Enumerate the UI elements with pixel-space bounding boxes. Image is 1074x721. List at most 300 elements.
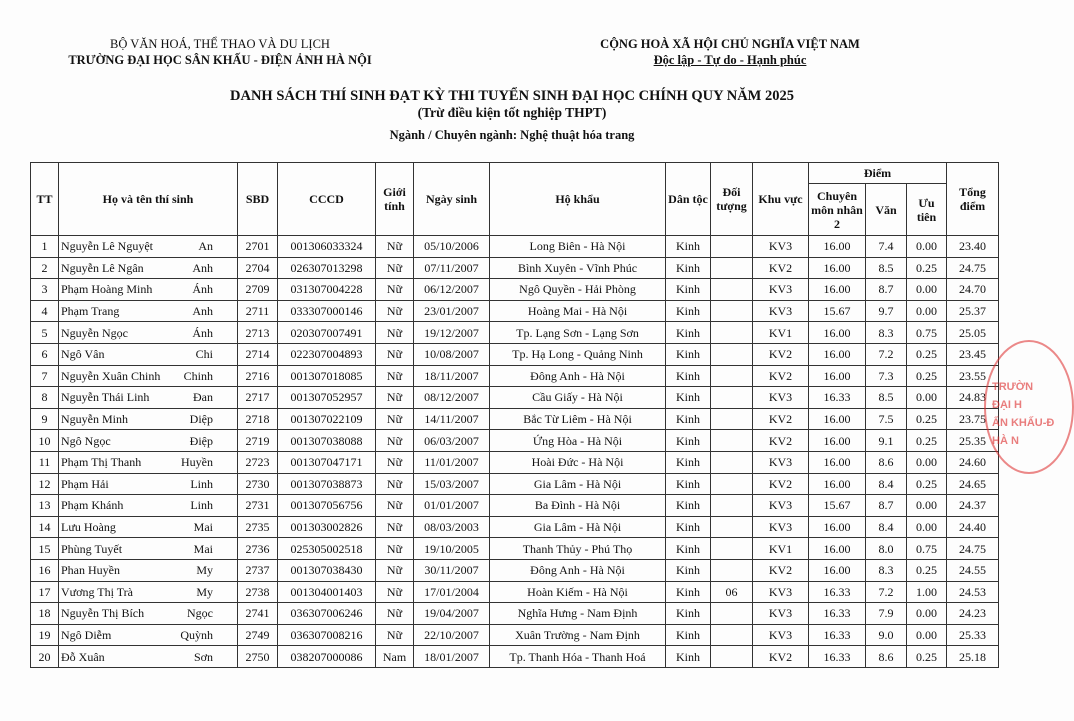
gender-cell: Nữ (376, 408, 414, 430)
hometown-cell: Bắc Từ Liêm - Hà Nội (490, 408, 666, 430)
row-number: 16 (31, 559, 59, 581)
candidate-last-name: Nguyễn Lê Nguyệt (61, 239, 153, 254)
sbd-cell: 2749 (238, 624, 278, 646)
ethnic-cell: Kinh (666, 300, 711, 322)
hometown-cell: Long Biên - Hà Nội (490, 236, 666, 258)
cccd-cell: 001303002826 (278, 516, 376, 538)
official-seal (984, 340, 1074, 474)
country-name: CỘNG HOÀ XÃ HỘI CHỦ NGHĨA VIỆT NAM (600, 37, 860, 51)
dob-cell: 18/11/2007 (414, 365, 490, 387)
cccd-cell: 020307007491 (278, 322, 376, 344)
cccd-cell: 001307022109 (278, 408, 376, 430)
cccd-cell: 025305002518 (278, 538, 376, 560)
table-row (31, 603, 999, 625)
ethnic-cell: Kinh (666, 451, 711, 473)
sbd-cell: 2709 (238, 279, 278, 301)
gender-cell: Nữ (376, 430, 414, 452)
col-cccd: CCCD (278, 163, 376, 236)
literature-score-cell: 8.6 (866, 646, 907, 668)
dob-cell: 17/01/2004 (414, 581, 490, 603)
bonus-score-cell: 0.25 (907, 646, 947, 668)
candidate-first-name: Mai (193, 541, 213, 556)
row-number: 18 (31, 603, 59, 625)
total-score-cell: 25.37 (947, 300, 999, 322)
cccd-cell: 036307006246 (278, 603, 376, 625)
ministry-header (40, 36, 400, 68)
hometown-cell: Ba Đình - Hà Nội (490, 495, 666, 517)
ethnic-cell: Kinh (666, 343, 711, 365)
row-number: 20 (31, 646, 59, 668)
col-score-group: Điểm (809, 163, 947, 184)
col-region: Khu vực (753, 163, 809, 236)
gender-cell: Nữ (376, 603, 414, 625)
literature-score-cell: 9.7 (866, 300, 907, 322)
total-score-cell: 23.40 (947, 236, 999, 258)
hometown-cell: Hoàn Kiếm - Hà Nội (490, 581, 666, 603)
candidate-name (59, 257, 238, 279)
priority-group-cell (711, 559, 753, 581)
literature-score-cell: 8.3 (866, 559, 907, 581)
sbd-cell: 2736 (238, 538, 278, 560)
candidate-name (59, 408, 238, 430)
priority-group-cell (711, 646, 753, 668)
bonus-score-cell: 0.25 (907, 257, 947, 279)
major-score-cell: 16.00 (809, 516, 866, 538)
row-number: 10 (31, 430, 59, 452)
row-number: 1 (31, 236, 59, 258)
bonus-score-cell: 0.25 (907, 365, 947, 387)
ethnic-cell: Kinh (666, 365, 711, 387)
national-motto: Độc lập - Tự do - Hạnh phúc (653, 53, 807, 67)
priority-group-cell (711, 365, 753, 387)
region-cell: KV3 (753, 279, 809, 301)
bonus-score-cell: 0.00 (907, 279, 947, 301)
candidate-first-name: Huyền (181, 455, 213, 470)
region-cell: KV3 (753, 300, 809, 322)
region-cell: KV3 (753, 236, 809, 258)
ethnic-cell: Kinh (666, 473, 711, 495)
col-name: Họ và tên thí sinh (59, 163, 238, 236)
major-score-cell: 16.00 (809, 451, 866, 473)
hometown-cell: Tp. Hạ Long - Quảng Ninh (490, 343, 666, 365)
candidate-name (59, 516, 238, 538)
total-score-cell: 24.37 (947, 495, 999, 517)
literature-score-cell: 9.1 (866, 430, 907, 452)
gender-cell: Nữ (376, 473, 414, 495)
table-row (31, 451, 999, 473)
cccd-cell: 001307038873 (278, 473, 376, 495)
cccd-cell: 022307004893 (278, 343, 376, 365)
priority-group-cell (711, 624, 753, 646)
table-row (31, 236, 999, 258)
bonus-score-cell: 0.25 (907, 408, 947, 430)
hometown-cell: Gia Lâm - Hà Nội (490, 516, 666, 538)
row-number: 13 (31, 495, 59, 517)
cccd-cell: 038207000086 (278, 646, 376, 668)
header-row (31, 163, 999, 184)
bonus-score-cell: 0.00 (907, 300, 947, 322)
region-cell: KV3 (753, 603, 809, 625)
ethnic-cell: Kinh (666, 257, 711, 279)
sbd-cell: 2738 (238, 581, 278, 603)
gender-cell: Nam (376, 646, 414, 668)
priority-group-cell: 06 (711, 581, 753, 603)
hometown-cell: Hoài Đức - Hà Nội (490, 451, 666, 473)
major-score-cell: 16.33 (809, 387, 866, 409)
priority-group-cell (711, 495, 753, 517)
sbd-cell: 2737 (238, 559, 278, 581)
total-score-cell: 25.05 (947, 322, 999, 344)
candidate-first-name: Quỳnh (180, 627, 213, 642)
major-score-cell: 16.00 (809, 559, 866, 581)
candidate-first-name: Điệp (189, 433, 213, 448)
table-row (31, 581, 999, 603)
table-row (31, 322, 999, 344)
candidate-name (59, 538, 238, 560)
literature-score-cell: 8.3 (866, 322, 907, 344)
gender-cell: Nữ (376, 365, 414, 387)
row-number: 2 (31, 257, 59, 279)
candidate-first-name: Ánh (192, 325, 213, 340)
region-cell: KV1 (753, 538, 809, 560)
sbd-cell: 2718 (238, 408, 278, 430)
candidate-first-name: Sơn (193, 649, 213, 664)
hometown-cell: Thanh Thủy - Phú Thọ (490, 538, 666, 560)
candidate-last-name: Nguyễn Minh (61, 412, 128, 427)
sbd-cell: 2723 (238, 451, 278, 473)
table-row (31, 516, 999, 538)
candidate-name (59, 279, 238, 301)
cccd-cell: 001307047171 (278, 451, 376, 473)
major-score-cell: 16.00 (809, 365, 866, 387)
literature-score-cell: 7.2 (866, 581, 907, 603)
candidate-last-name: Phạm Trang (61, 304, 120, 319)
university-name: TRƯỜNG ĐẠI HỌC SÂN KHẤU - ĐIỆN ẢNH HÀ NỘI (68, 53, 372, 67)
literature-score-cell: 8.6 (866, 451, 907, 473)
total-score-cell: 25.33 (947, 624, 999, 646)
gender-cell: Nữ (376, 236, 414, 258)
literature-score-cell: 7.9 (866, 603, 907, 625)
major-score-cell: 16.00 (809, 279, 866, 301)
ethnic-cell: Kinh (666, 538, 711, 560)
major-score-cell: 16.33 (809, 581, 866, 603)
candidate-first-name: Linh (190, 498, 213, 513)
candidate-name (59, 430, 238, 452)
region-cell: KV2 (753, 257, 809, 279)
major-score-cell: 16.00 (809, 257, 866, 279)
bonus-score-cell: 0.25 (907, 559, 947, 581)
candidate-name (59, 603, 238, 625)
cccd-cell: 001307056756 (278, 495, 376, 517)
col-gender: Giới tính (376, 163, 414, 236)
candidate-name (59, 300, 238, 322)
gender-cell: Nữ (376, 581, 414, 603)
dob-cell: 08/03/2003 (414, 516, 490, 538)
table-row (31, 343, 999, 365)
gender-cell: Nữ (376, 559, 414, 581)
ethnic-cell: Kinh (666, 408, 711, 430)
cccd-cell: 031307004228 (278, 279, 376, 301)
row-number: 19 (31, 624, 59, 646)
seal-text-2: ĐẠI H (992, 399, 1022, 411)
candidate-first-name: Anh (192, 260, 213, 275)
candidate-first-name: Đan (193, 390, 213, 405)
hometown-cell: Tp. Thanh Hóa - Thanh Hoá (490, 646, 666, 668)
gender-cell: Nữ (376, 624, 414, 646)
major-score-cell: 16.33 (809, 603, 866, 625)
col-priority-group: Đối tượng (711, 163, 753, 236)
priority-group-cell (711, 279, 753, 301)
total-score-cell: 24.60 (947, 451, 999, 473)
literature-score-cell: 7.4 (866, 236, 907, 258)
bonus-score-cell: 0.25 (907, 430, 947, 452)
major-score-cell: 16.00 (809, 538, 866, 560)
bonus-score-cell: 0.00 (907, 387, 947, 409)
cccd-cell: 001307052957 (278, 387, 376, 409)
region-cell: KV2 (753, 559, 809, 581)
candidate-last-name: Phạm Hoàng Minh (61, 282, 153, 297)
candidate-name (59, 646, 238, 668)
dob-cell: 06/12/2007 (414, 279, 490, 301)
candidate-last-name: Vương Thị Trà (61, 584, 133, 599)
sbd-cell: 2716 (238, 365, 278, 387)
region-cell: KV2 (753, 473, 809, 495)
candidate-name (59, 365, 238, 387)
candidate-first-name: Chi (195, 347, 213, 362)
major-score-cell: 16.00 (809, 322, 866, 344)
major-score-cell: 15.67 (809, 495, 866, 517)
region-cell: KV2 (753, 408, 809, 430)
candidate-first-name: Mai (193, 520, 213, 535)
dob-cell: 22/10/2007 (414, 624, 490, 646)
document-subtitle: (Trừ điều kiện tốt nghiệp THPT) (417, 105, 607, 120)
cccd-cell: 001304001403 (278, 581, 376, 603)
literature-score-cell: 8.5 (866, 257, 907, 279)
ethnic-cell: Kinh (666, 387, 711, 409)
priority-group-cell (711, 387, 753, 409)
hometown-cell: Bình Xuyên - Vĩnh Phúc (490, 257, 666, 279)
major-score-cell: 16.00 (809, 236, 866, 258)
dob-cell: 01/01/2007 (414, 495, 490, 517)
ethnic-cell: Kinh (666, 495, 711, 517)
seal-text-3: ẤN KHẤU-Đ (992, 417, 1055, 429)
candidate-last-name: Ngô Ngọc (61, 433, 111, 448)
row-number: 6 (31, 343, 59, 365)
literature-score-cell: 8.4 (866, 473, 907, 495)
region-cell: KV3 (753, 495, 809, 517)
candidate-first-name: Ánh (192, 282, 213, 297)
gender-cell: Nữ (376, 322, 414, 344)
gender-cell: Nữ (376, 516, 414, 538)
candidate-first-name: My (196, 584, 213, 599)
sbd-cell: 2731 (238, 495, 278, 517)
literature-score-cell: 9.0 (866, 624, 907, 646)
row-number: 4 (31, 300, 59, 322)
literature-score-cell: 8.5 (866, 387, 907, 409)
major-score-cell: 16.00 (809, 430, 866, 452)
row-number: 12 (31, 473, 59, 495)
candidate-name (59, 581, 238, 603)
col-sbd: SBD (238, 163, 278, 236)
gender-cell: Nữ (376, 300, 414, 322)
hometown-cell: Đông Anh - Hà Nội (490, 559, 666, 581)
literature-score-cell: 8.7 (866, 279, 907, 301)
ethnic-cell: Kinh (666, 581, 711, 603)
candidate-table (30, 162, 999, 668)
ethnic-cell: Kinh (666, 603, 711, 625)
candidate-last-name: Ngô Diễm (61, 627, 112, 642)
total-score-cell: 23.45 (947, 343, 999, 365)
table-row (31, 624, 999, 646)
col-bonus: Ưu tiên (907, 184, 947, 236)
candidate-name (59, 451, 238, 473)
hometown-cell: Ngô Quyền - Hải Phòng (490, 279, 666, 301)
seal-text-1: TRƯỜN (992, 381, 1034, 393)
gender-cell: Nữ (376, 495, 414, 517)
literature-score-cell: 7.5 (866, 408, 907, 430)
major-score-cell: 15.67 (809, 300, 866, 322)
candidate-last-name: Phan Huyền (61, 563, 120, 578)
bonus-score-cell: 0.00 (907, 603, 947, 625)
sbd-cell: 2701 (238, 236, 278, 258)
major-score-cell: 16.00 (809, 473, 866, 495)
bonus-score-cell: 0.75 (907, 538, 947, 560)
hometown-cell: Cầu Giấy - Hà Nội (490, 387, 666, 409)
hometown-cell: Hoàng Mai - Hà Nội (490, 300, 666, 322)
sbd-cell: 2750 (238, 646, 278, 668)
hometown-cell: Đông Anh - Hà Nội (490, 365, 666, 387)
ethnic-cell: Kinh (666, 236, 711, 258)
table-row (31, 646, 999, 668)
row-number: 3 (31, 279, 59, 301)
table-row (31, 473, 999, 495)
candidate-first-name: An (198, 239, 213, 254)
candidate-last-name: Nguyễn Ngọc (61, 325, 128, 340)
col-hometown: Hộ khẩu (490, 163, 666, 236)
row-number: 8 (31, 387, 59, 409)
total-score-cell: 24.75 (947, 538, 999, 560)
literature-score-cell: 7.3 (866, 365, 907, 387)
literature-score-cell: 7.2 (866, 343, 907, 365)
gender-cell: Nữ (376, 538, 414, 560)
candidate-first-name: Diệp (189, 412, 213, 427)
cccd-cell: 001307038430 (278, 559, 376, 581)
row-number: 15 (31, 538, 59, 560)
total-score-cell: 23.75 (947, 408, 999, 430)
table-row (31, 559, 999, 581)
priority-group-cell (711, 257, 753, 279)
table-row (31, 365, 999, 387)
major-score-cell: 16.33 (809, 646, 866, 668)
major-label: Ngành / Chuyên ngành: Nghệ thuật hóa trang (389, 128, 635, 142)
sbd-cell: 2730 (238, 473, 278, 495)
hometown-cell: Tp. Lạng Sơn - Lạng Sơn (490, 322, 666, 344)
region-cell: KV3 (753, 624, 809, 646)
region-cell: KV2 (753, 430, 809, 452)
cccd-cell: 001307038088 (278, 430, 376, 452)
candidate-last-name: Đỗ Xuân (61, 649, 105, 664)
sbd-cell: 2717 (238, 387, 278, 409)
dob-cell: 14/11/2007 (414, 408, 490, 430)
col-tt: TT (31, 163, 59, 236)
gender-cell: Nữ (376, 387, 414, 409)
dob-cell: 18/01/2007 (414, 646, 490, 668)
dob-cell: 19/04/2007 (414, 603, 490, 625)
table-row (31, 279, 999, 301)
major-score-cell: 16.00 (809, 343, 866, 365)
seal-text-4: HÀ N (992, 435, 1019, 447)
gender-cell: Nữ (376, 343, 414, 365)
priority-group-cell (711, 473, 753, 495)
ministry-name: BỘ VĂN HOÁ, THỂ THAO VÀ DU LỊCH (110, 37, 330, 51)
priority-group-cell (711, 322, 753, 344)
region-cell: KV3 (753, 387, 809, 409)
bonus-score-cell: 1.00 (907, 581, 947, 603)
literature-score-cell: 8.4 (866, 516, 907, 538)
gender-cell: Nữ (376, 279, 414, 301)
table-row (31, 430, 999, 452)
dob-cell: 07/11/2007 (414, 257, 490, 279)
row-number: 11 (31, 451, 59, 473)
hometown-cell: Ứng Hòa - Hà Nội (490, 430, 666, 452)
table-row (31, 408, 999, 430)
row-number: 17 (31, 581, 59, 603)
major-score-cell: 16.00 (809, 408, 866, 430)
total-score-cell: 24.70 (947, 279, 999, 301)
table-row (31, 538, 999, 560)
row-number: 5 (31, 322, 59, 344)
priority-group-cell (711, 451, 753, 473)
region-cell: KV2 (753, 365, 809, 387)
region-cell: KV3 (753, 581, 809, 603)
dob-cell: 23/01/2007 (414, 300, 490, 322)
candidate-name (59, 473, 238, 495)
hometown-cell: Nghĩa Hưng - Nam Định (490, 603, 666, 625)
ethnic-cell: Kinh (666, 624, 711, 646)
total-score-cell: 24.75 (947, 257, 999, 279)
row-number: 14 (31, 516, 59, 538)
gender-cell: Nữ (376, 451, 414, 473)
dob-cell: 11/01/2007 (414, 451, 490, 473)
priority-group-cell (711, 343, 753, 365)
document-title: DANH SÁCH THÍ SINH ĐẠT KỲ THI TUYỂN SINH ĐẠI HỌC CHÍNH QUY NĂM 2025 (230, 88, 794, 104)
sbd-cell: 2741 (238, 603, 278, 625)
bonus-score-cell: 0.75 (907, 322, 947, 344)
total-score-cell: 24.40 (947, 516, 999, 538)
dob-cell: 30/11/2007 (414, 559, 490, 581)
row-number: 9 (31, 408, 59, 430)
total-score-cell: 24.23 (947, 603, 999, 625)
bonus-score-cell: 0.00 (907, 495, 947, 517)
sbd-cell: 2711 (238, 300, 278, 322)
candidate-name (59, 624, 238, 646)
cccd-cell: 001306033324 (278, 236, 376, 258)
candidate-last-name: Nguyễn Lê Ngân (61, 260, 144, 275)
candidate-last-name: Phạm Thị Thanh (61, 455, 142, 470)
ethnic-cell: Kinh (666, 430, 711, 452)
candidate-last-name: Lưu Hoàng (61, 520, 116, 535)
cccd-cell: 033307000146 (278, 300, 376, 322)
candidate-name (59, 559, 238, 581)
table-row (31, 387, 999, 409)
candidate-name (59, 322, 238, 344)
region-cell: KV1 (753, 322, 809, 344)
candidate-first-name: Linh (190, 476, 213, 491)
candidate-first-name: Anh (192, 304, 213, 319)
region-cell: KV3 (753, 451, 809, 473)
table-row (31, 300, 999, 322)
candidate-last-name: Ngô Vân (61, 347, 105, 362)
